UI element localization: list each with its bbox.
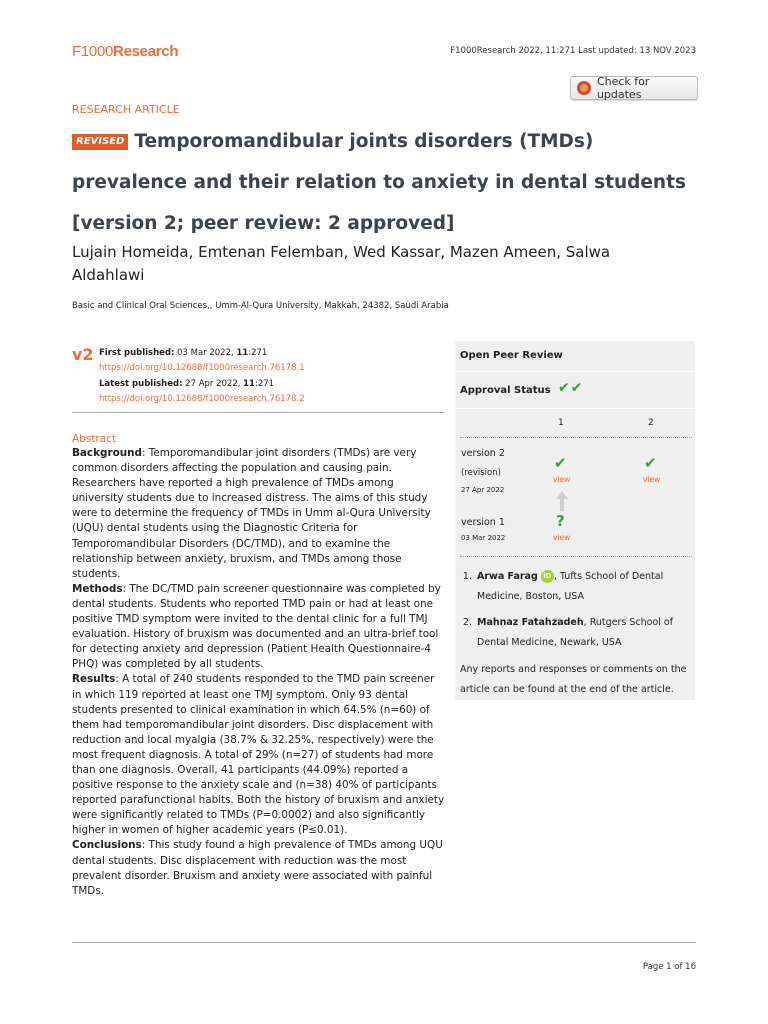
dotted-divider bbox=[460, 556, 692, 557]
logo-prefix: F1000 bbox=[72, 43, 114, 60]
affiliation: Basic and Clinical Oral Sciences,, Umm-Al-Qura University, Makkah, 24382, Saudi Arabia bbox=[72, 301, 449, 311]
view-report-v2-r1-link[interactable]: view bbox=[553, 475, 571, 484]
header-meta: F1000Research 2022, 11:271 Last updated: 13 NOV 2023 bbox=[450, 46, 696, 56]
view-report-v2-r2-link[interactable]: view bbox=[643, 475, 661, 484]
reviewer-item: 2. Mahnaz Fatahzadeh, Rutgers School of Dental Medicine, Newark, USA bbox=[475, 613, 692, 653]
abstract-heading: Abstract bbox=[72, 433, 117, 445]
version-note: [version 2; peer review: 2 approved] bbox=[72, 213, 455, 234]
abstract-results: Results: A total of 240 students responded to the TMD pain screener in which 119 reported at least one TMJ symptom. Only 93 dental students presented to clinical examination in which 64.5% (n=60) of them had temporomandibular joint disorders. Disc displacement with reduction and local myalgia (38.7% & 32.25%, respectively) were the most frequent diagnosis. A total of 29% (n=27) of students had more than one diagnosis. Overall, 41 participants (44.09%) reported a positive response to the anxiety scale and (n=38) 40% of participants reported parafunctional habits. Both the history of bruxism and anxiety were significantly related to TMDs (P=0.0002) and also significantly higher in women of higher academic years (P≤0.01). bbox=[72, 673, 445, 837]
view-report-v1-r1-link[interactable]: view bbox=[553, 533, 571, 542]
reviewer-list bbox=[462, 567, 692, 659]
crossmark-icon bbox=[577, 81, 591, 95]
f1000research-logo[interactable] bbox=[72, 43, 178, 60]
logo-suffix: Research bbox=[113, 43, 179, 60]
revised-badge: REVISED bbox=[72, 134, 128, 150]
page-number: Page 1 of 16 bbox=[642, 962, 696, 972]
up-arrow-icon bbox=[556, 491, 568, 511]
reviewer-column-2: 2 bbox=[648, 418, 654, 428]
reviewer-column-1: 1 bbox=[558, 418, 564, 428]
latest-doi-link[interactable]: https://doi.org/10.12688/f1000research.76178.2 bbox=[99, 394, 305, 404]
approval-check-icons: ✔✔ bbox=[558, 380, 584, 396]
check-icon: ✔ bbox=[554, 454, 567, 472]
version-2-sub: (revision) bbox=[461, 468, 501, 478]
abstract-background: Background: Temporomandibular joint disorders (TMDs) are very common disorders affecting the population and causing pain. Researchers have reported a high prevalence of TMDs among university students due to increased distress. The aims of this study were to determine the frequency of TMDs in Umm al-Qura University (UQU) dental students using the Diagnostic Criteria for Temporomandibular Disorders (DC/TMD), and to examine the relationship between anxiety, bruxism, and TMDs among those students. bbox=[72, 447, 431, 580]
version-badge: v2 bbox=[72, 345, 94, 364]
first-published: First published: 03 Mar 2022, 11:271 https://doi.org/10.12688/f1000research.76178.1 bbox=[99, 346, 305, 376]
version-1-date: 03 Mar 2022 bbox=[461, 534, 506, 542]
check-for-updates-button[interactable] bbox=[570, 76, 698, 100]
reviewer-item: 1. Arwa Farag iD , Tufts School of Dental Medicine, Boston, USA bbox=[475, 567, 692, 607]
title-text: Temporomandibular joints disorders (TMDs) prevalence and their relation to anxiety in dental students bbox=[72, 131, 686, 193]
author-list: Lujain Homeida, Emtenan Felemban, Wed Kassar, Mazen Ameen, Salwa Aldahlawi bbox=[72, 243, 611, 284]
approval-status-label: Approval Status bbox=[460, 385, 551, 396]
version-2-label: version 2 bbox=[461, 448, 505, 459]
peer-review-note: Any reports and responses or comments on the article can be found at the end of the article. bbox=[460, 664, 687, 695]
check-updates-label: Check for updates bbox=[596, 75, 650, 101]
orcid-icon[interactable]: iD bbox=[541, 570, 554, 583]
article-type: RESEARCH ARTICLE bbox=[72, 103, 180, 116]
open-peer-review-title: Open Peer Review bbox=[460, 350, 563, 361]
check-icon: ✔ bbox=[644, 454, 657, 472]
divider bbox=[455, 371, 695, 372]
version-2-date: 27 Apr 2022 bbox=[461, 486, 505, 494]
abstract-conclusions: Conclusions: This study found a high prevalence of TMDs among UQU dental students. Disc displacement with reduction was the most prevalent disorder. Bruxism and anxiety were associated with painful TMDs. bbox=[72, 839, 443, 897]
footer-divider bbox=[72, 942, 696, 943]
latest-published: Latest published: 27 Apr 2022, 11:271 https://doi.org/10.12688/f1000research.76178.2 bbox=[99, 377, 305, 407]
dotted-divider bbox=[460, 437, 692, 438]
version-1-label: version 1 bbox=[461, 517, 505, 528]
abstract-body bbox=[72, 446, 447, 899]
article-title bbox=[72, 121, 702, 244]
divider bbox=[72, 412, 444, 413]
abstract-methods: Methods: The DC/TMD pain screener questionnaire was completed by dental students. Students who reported TMD pain or had at least one positive TMD symptom were invited to the dental clinic for a full TMJ evaluation. History of bruxism was documented and an ultra-brief tool for detecting anxiety and depression (Patient Health Questionnaire-4 PHQ) was completed by all students. bbox=[72, 582, 441, 671]
question-icon: ? bbox=[556, 512, 565, 530]
first-doi-link[interactable]: https://doi.org/10.12688/f1000research.76178.1 bbox=[99, 363, 305, 373]
divider bbox=[455, 408, 695, 409]
